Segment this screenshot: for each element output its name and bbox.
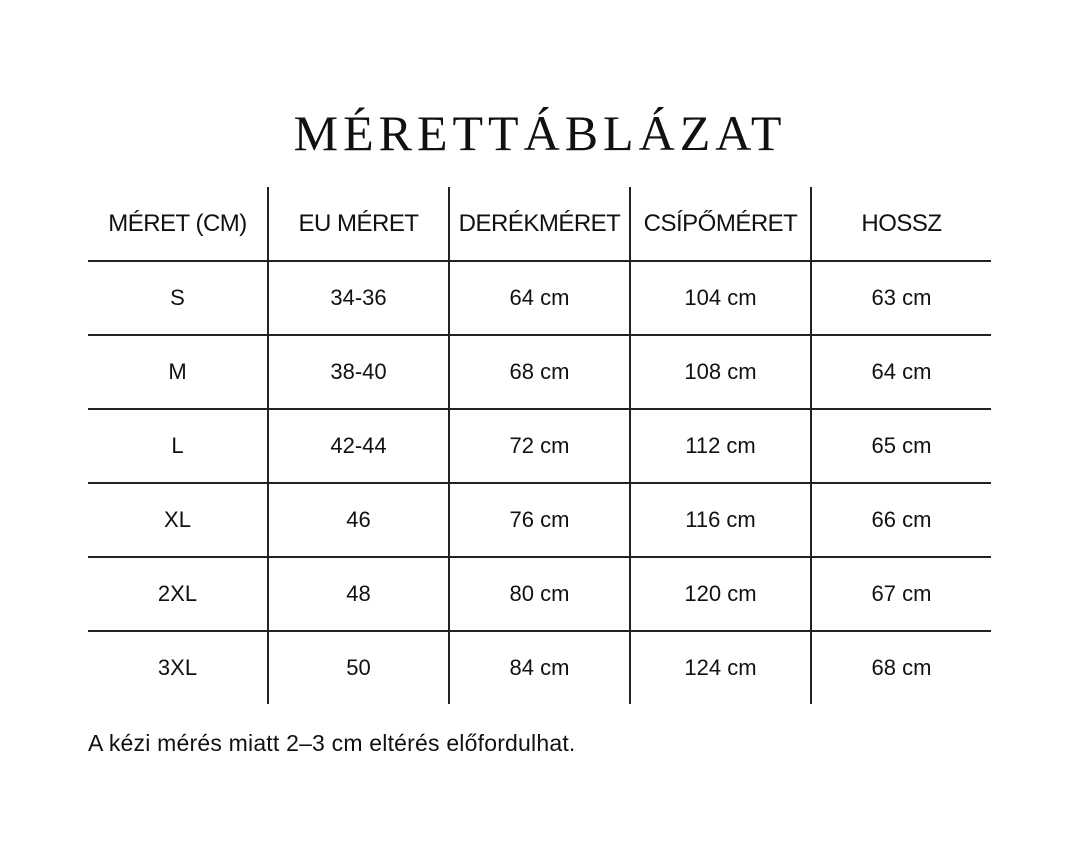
cell-hip: 108 cm — [630, 335, 811, 409]
cell-length: 65 cm — [811, 409, 991, 483]
cell-waist: 76 cm — [449, 483, 630, 557]
cell-hip: 124 cm — [630, 631, 811, 704]
cell-size: M — [88, 335, 268, 409]
cell-waist: 80 cm — [449, 557, 630, 631]
column-header-waist: DERÉKMÉRET — [449, 187, 630, 261]
cell-hip: 104 cm — [630, 261, 811, 335]
cell-waist: 72 cm — [449, 409, 630, 483]
cell-eu-size: 48 — [268, 557, 449, 631]
table-row — [88, 483, 991, 557]
cell-size: S — [170, 285, 185, 310]
cell-length: 66 cm — [811, 483, 991, 557]
column-header-hip: CSÍPŐMÉRET — [630, 187, 811, 261]
cell-eu-size: 34-36 — [268, 261, 449, 335]
cell-hip: 112 cm — [630, 409, 811, 483]
cell-length: 67 cm — [811, 557, 991, 631]
table-row — [88, 335, 991, 409]
page-title: MÉRETTÁBLÁZAT — [293, 105, 787, 161]
column-header-eu-size: EU MÉRET — [268, 187, 449, 261]
column-header-length: HOSSZ — [811, 187, 991, 261]
table-row — [88, 557, 991, 631]
cell-eu-size: 50 — [268, 631, 449, 704]
cell-hip: 116 cm — [630, 483, 811, 557]
cell-size: XL — [88, 483, 268, 557]
cell-waist: 84 cm — [449, 631, 630, 704]
table-header-row — [88, 187, 991, 261]
table-row — [88, 261, 991, 335]
cell-length: 64 cm — [811, 335, 991, 409]
column-header-size: MÉRET (CM) — [88, 187, 268, 261]
cell-hip: 120 cm — [630, 557, 811, 631]
cell-length: 63 cm — [811, 261, 991, 335]
cell-eu-size: 46 — [268, 483, 449, 557]
cell-eu-size: 38-40 — [268, 335, 449, 409]
size-chart-table — [88, 187, 991, 704]
cell-length: 68 cm — [811, 631, 991, 704]
cell-waist: 64 cm — [449, 261, 630, 335]
cell-size: L — [88, 409, 268, 483]
cell-size: 2XL — [88, 557, 268, 631]
cell-waist: 68 cm — [449, 335, 630, 409]
table-row — [88, 409, 991, 483]
cell-eu-size: 42-44 — [268, 409, 449, 483]
cell-size: 3XL — [88, 631, 268, 704]
measurement-note: A kézi mérés miatt 2–3 cm eltérés előfordulhat. — [88, 730, 576, 756]
table-row — [88, 631, 991, 704]
